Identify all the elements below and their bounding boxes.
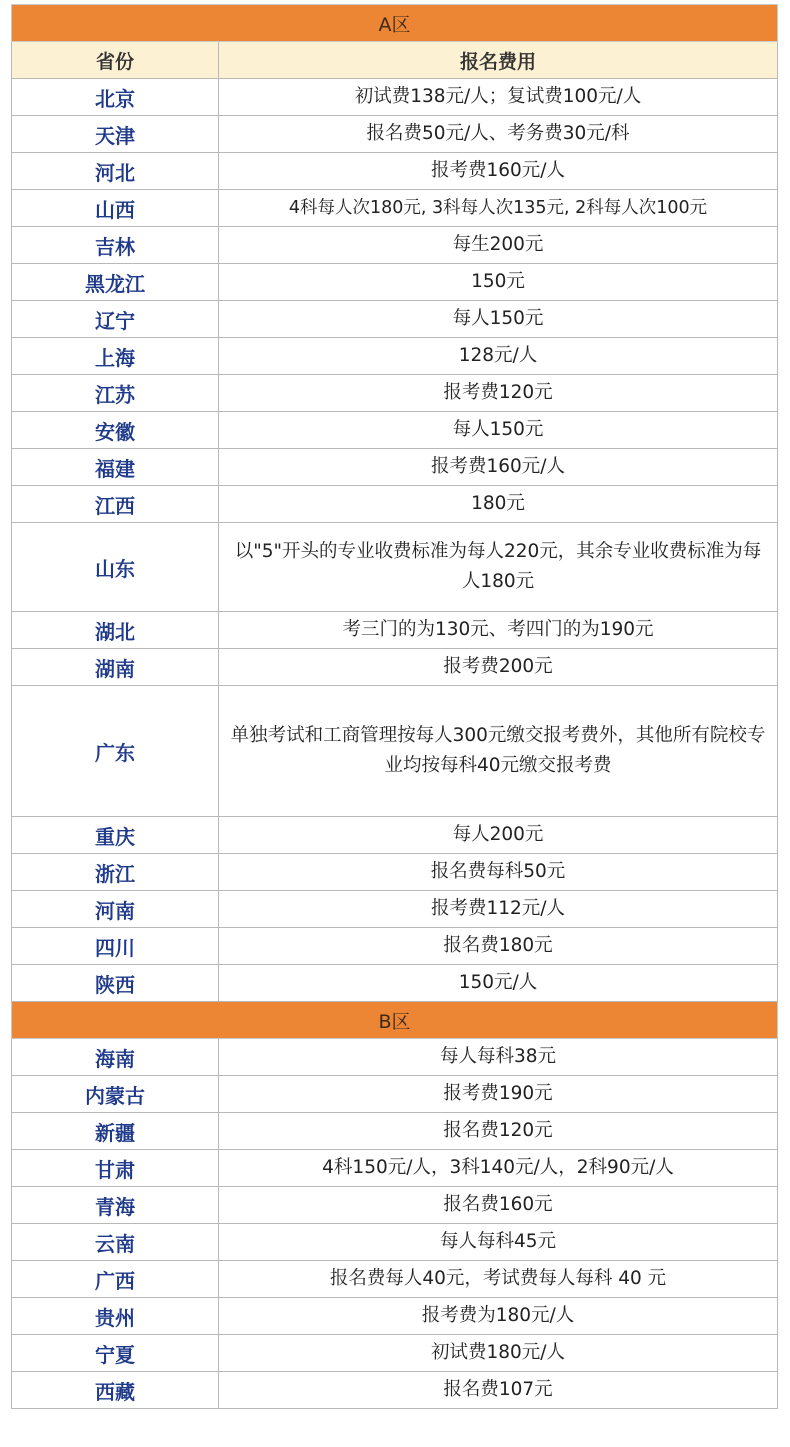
fee-cell: 初试费138元/人；复试费100元/人 (219, 79, 778, 116)
province-cell: 黑龙江 (12, 264, 219, 301)
province-cell: 青海 (12, 1187, 219, 1224)
province-cell: 广西 (12, 1261, 219, 1298)
table-row (12, 1113, 778, 1150)
fee-cell: 每人150元 (219, 412, 778, 449)
table-row (12, 116, 778, 153)
table-row (12, 1076, 778, 1113)
table-row (12, 227, 778, 264)
province-cell: 重庆 (12, 817, 219, 854)
fee-cell: 初试费180元/人 (219, 1335, 778, 1372)
fee-cell: 4科150元/人，3科140元/人，2科90元/人 (219, 1150, 778, 1187)
column-header-province: 省份 (12, 42, 219, 79)
fee-cell: 报名费50元/人、考务费30元/科 (219, 116, 778, 153)
province-cell: 安徽 (12, 412, 219, 449)
fee-cell: 128元/人 (219, 338, 778, 375)
table-row (12, 1039, 778, 1076)
fee-cell: 以"5"开头的专业收费标准为每人220元，其余专业收费标准为每人180元 (219, 523, 778, 612)
province-cell: 海南 (12, 1039, 219, 1076)
province-cell: 新疆 (12, 1113, 219, 1150)
province-cell: 湖南 (12, 649, 219, 686)
fee-cell: 每人200元 (219, 817, 778, 854)
table-row (12, 891, 778, 928)
table-row (12, 928, 778, 965)
province-cell: 甘肃 (12, 1150, 219, 1187)
table-row (12, 965, 778, 1002)
fee-cell: 每人150元 (219, 301, 778, 338)
province-cell: 四川 (12, 928, 219, 965)
province-cell: 福建 (12, 449, 219, 486)
table-row (12, 1187, 778, 1224)
fee-cell: 每生200元 (219, 227, 778, 264)
province-cell: 山西 (12, 190, 219, 227)
fee-cell: 每人每科45元 (219, 1224, 778, 1261)
fee-cell: 报名费160元 (219, 1187, 778, 1224)
zone-a-header-row (12, 5, 778, 42)
fee-cell: 报考费112元/人 (219, 891, 778, 928)
table-row (12, 412, 778, 449)
registration-fee-table (11, 4, 778, 1409)
fee-cell: 报名费120元 (219, 1113, 778, 1150)
table-row (12, 449, 778, 486)
table-row (12, 523, 778, 612)
table-row (12, 1335, 778, 1372)
fee-cell: 报考费160元/人 (219, 449, 778, 486)
table-row (12, 1261, 778, 1298)
table-row (12, 264, 778, 301)
fee-cell: 考三门的为130元、考四门的为190元 (219, 612, 778, 649)
province-cell: 江西 (12, 486, 219, 523)
table-row (12, 612, 778, 649)
province-cell: 云南 (12, 1224, 219, 1261)
province-cell: 辽宁 (12, 301, 219, 338)
zone-b-title: B区 (12, 1002, 778, 1039)
fee-cell: 报名费每科50元 (219, 854, 778, 891)
table-row (12, 79, 778, 116)
province-cell: 北京 (12, 79, 219, 116)
fee-cell: 150元 (219, 264, 778, 301)
fee-cell: 报考费200元 (219, 649, 778, 686)
fee-cell: 报名费180元 (219, 928, 778, 965)
table-row (12, 153, 778, 190)
province-cell: 吉林 (12, 227, 219, 264)
fee-cell: 报考费120元 (219, 375, 778, 412)
province-cell: 上海 (12, 338, 219, 375)
fee-cell: 报考费160元/人 (219, 153, 778, 190)
table-row (12, 817, 778, 854)
fee-cell: 报考费190元 (219, 1076, 778, 1113)
province-cell: 山东 (12, 523, 219, 612)
table-row (12, 1372, 778, 1409)
zone-a-title: A区 (12, 5, 778, 42)
table-row (12, 338, 778, 375)
table-row (12, 375, 778, 412)
table-row (12, 486, 778, 523)
fee-cell: 报考费为180元/人 (219, 1298, 778, 1335)
column-header-fee: 报名费用 (219, 42, 778, 79)
fee-cell: 单独考试和工商管理按每人300元缴交报考费外，其他所有院校专业均按每科40元缴交报考费 (219, 686, 778, 817)
province-cell: 湖北 (12, 612, 219, 649)
province-cell: 河北 (12, 153, 219, 190)
province-cell: 陕西 (12, 965, 219, 1002)
province-cell: 贵州 (12, 1298, 219, 1335)
province-cell: 广东 (12, 686, 219, 817)
province-cell: 天津 (12, 116, 219, 153)
fee-cell: 180元 (219, 486, 778, 523)
column-header-row (12, 42, 778, 79)
table-row (12, 686, 778, 817)
province-cell: 江苏 (12, 375, 219, 412)
table-row (12, 649, 778, 686)
fee-cell: 150元/人 (219, 965, 778, 1002)
table-row (12, 190, 778, 227)
fee-cell: 4科每人次180元, 3科每人次135元, 2科每人次100元 (219, 190, 778, 227)
fee-table-container (11, 4, 777, 1409)
fee-cell: 报名费107元 (219, 1372, 778, 1409)
zone-b-header-row (12, 1002, 778, 1039)
table-row (12, 1224, 778, 1261)
table-row (12, 301, 778, 338)
table-row (12, 1298, 778, 1335)
province-cell: 河南 (12, 891, 219, 928)
fee-cell: 每人每科38元 (219, 1039, 778, 1076)
table-row (12, 1150, 778, 1187)
province-cell: 西藏 (12, 1372, 219, 1409)
province-cell: 内蒙古 (12, 1076, 219, 1113)
province-cell: 浙江 (12, 854, 219, 891)
province-cell: 宁夏 (12, 1335, 219, 1372)
table-row (12, 854, 778, 891)
fee-cell: 报名费每人40元，考试费每人每科 40 元 (219, 1261, 778, 1298)
